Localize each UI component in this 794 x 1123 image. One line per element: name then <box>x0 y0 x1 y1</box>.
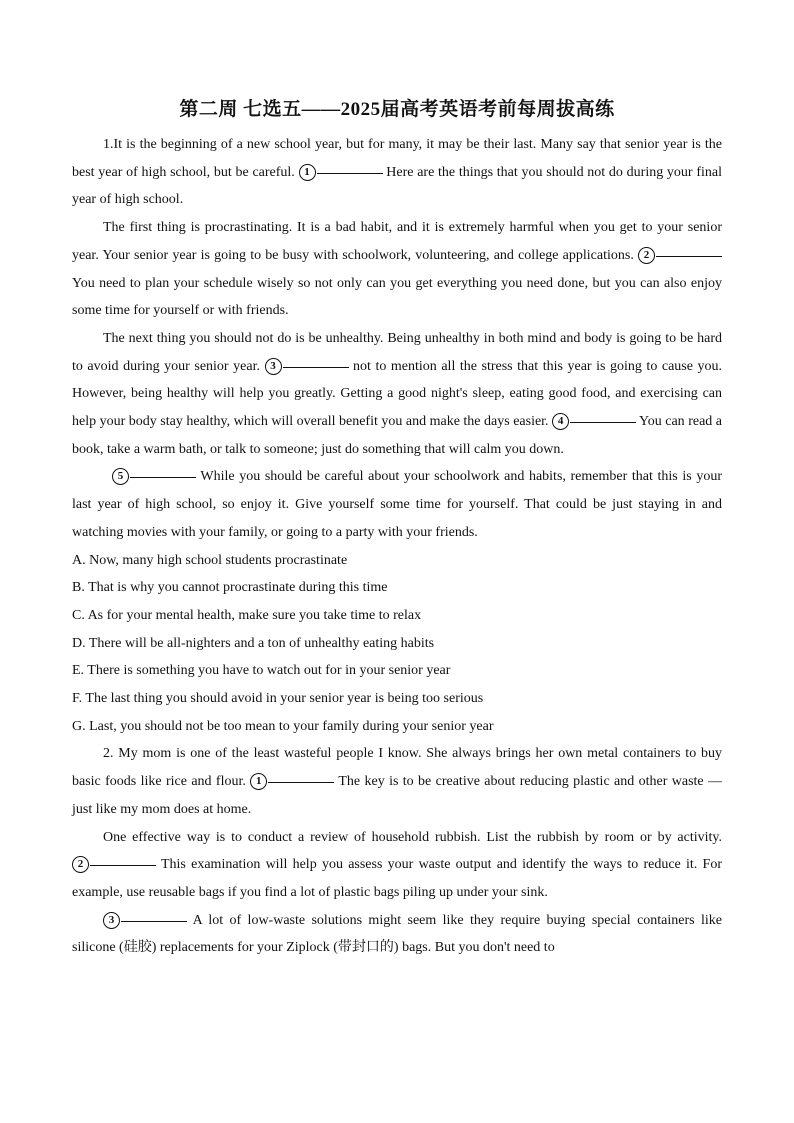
option-g: G. Last, you should not be too mean to your family during your senior year <box>72 718 494 734</box>
blank-number: 1 <box>299 164 316 181</box>
text: Here are the things that you should not do during your final year of high school. <box>72 164 722 208</box>
page-title: 第二周 七选五——2025届高考英语考前每周拔高练 <box>179 99 615 120</box>
text: A lot of low-waste solutions might seem like they require buying special containers like silicone (硅胶) replacements for your Ziplock (带封口的) bags. But you don't need to <box>72 912 722 956</box>
blank-2 <box>72 851 156 879</box>
text: You can read a book, take a warm bath, or talk to someone; just do something that will calm you down. <box>72 414 722 457</box>
text: The key is to be creative about reducing plastic and other waste — just like my mom does at home. <box>72 774 722 817</box>
blank-5 <box>112 463 196 491</box>
blank-number: 2 <box>72 856 89 873</box>
option-b: B. That is why you cannot procrastinate during this time <box>72 580 388 596</box>
blank-number: 3 <box>265 358 282 375</box>
blank-4 <box>552 408 636 436</box>
text: You need to plan your schedule wisely so not only can you get everything you need done, but you can also enjoy some time for yourself or with friends. <box>72 275 722 319</box>
blank-line <box>656 255 722 257</box>
blank-line <box>121 920 187 922</box>
text: While you should be careful about your schoolwork and habits, remember that this is your last year of high school, so enjoy it. Give yourself some time for yourself. That could be just staying in and watching movies with your family, or going to a party with your friends. <box>72 469 722 540</box>
passage2-paragraph3 <box>72 907 722 962</box>
option-e: E. There is something you have to watch out for in your senior year <box>72 663 451 679</box>
option-a: A. Now, many high school students procrastinate <box>72 552 348 568</box>
text: The first thing is procrastinating. It is a bad habit, and it is extremely harmful when you get to your senior year. Your senior year is going to be busy with schoolwork, volunteering, and college applications. <box>72 220 722 263</box>
blank-line <box>130 476 196 478</box>
blank-number: 5 <box>112 468 129 485</box>
blank-number: 4 <box>552 413 569 430</box>
blank-1 <box>250 768 334 796</box>
blank-line <box>283 366 349 368</box>
text: not to mention all the stress that this year is going to cause you. However, being healthy will help you greatly. Getting a good night's sleep, eating good food, and exercising can help your body stay healthy, which will overall benefit you and make the days easier. <box>72 358 722 430</box>
text: 1.It is the beginning of a new school year, but for many, it may be their last. Many say that senior year is the best year of high school, but be careful. <box>72 137 722 180</box>
blank-2 <box>638 242 722 270</box>
option-f: F. The last thing you should avoid in your senior year is being too serious <box>72 691 484 707</box>
blank-1 <box>299 159 383 187</box>
passage1-paragraph3 <box>72 325 722 464</box>
passage1-paragraph4 <box>72 463 722 546</box>
blank-line <box>268 781 334 783</box>
blank-number: 2 <box>638 247 655 264</box>
blank-3 <box>103 907 187 935</box>
blank-line <box>570 421 636 423</box>
blank-number: 1 <box>250 773 267 790</box>
blank-3 <box>265 353 349 381</box>
blank-number: 3 <box>103 912 120 929</box>
blank-line <box>90 864 156 866</box>
option-d: D. There will be all-nighters and a ton of unhealthy eating habits <box>72 635 435 651</box>
text: 2. My mom is one of the least wasteful people I know. She always brings her own metal containers to buy basic foods like rice and flour. <box>72 746 722 790</box>
passage1-paragraph2 <box>72 214 722 325</box>
blank-line <box>317 172 383 174</box>
text: The next thing you should not do is be unhealthy. Being unhealthy in both mind and body is going to be hard to avoid during your senior year. <box>72 330 722 374</box>
text: This examination will help you assess your waste output and identify the ways to reduce it. For example, use reusable bags if you find a lot of plastic bags piling up under your sink. <box>72 857 722 900</box>
passage2-paragraph2 <box>72 824 722 907</box>
option-c: C. As for your mental health, make sure you take time to relax <box>72 607 422 623</box>
text: One effective way is to conduct a review of household rubbish. List the rubbish by room or by activity. <box>103 829 722 845</box>
passage2-paragraph1 <box>72 740 722 823</box>
passage1-paragraph1 <box>72 131 722 214</box>
document-body <box>72 131 722 962</box>
